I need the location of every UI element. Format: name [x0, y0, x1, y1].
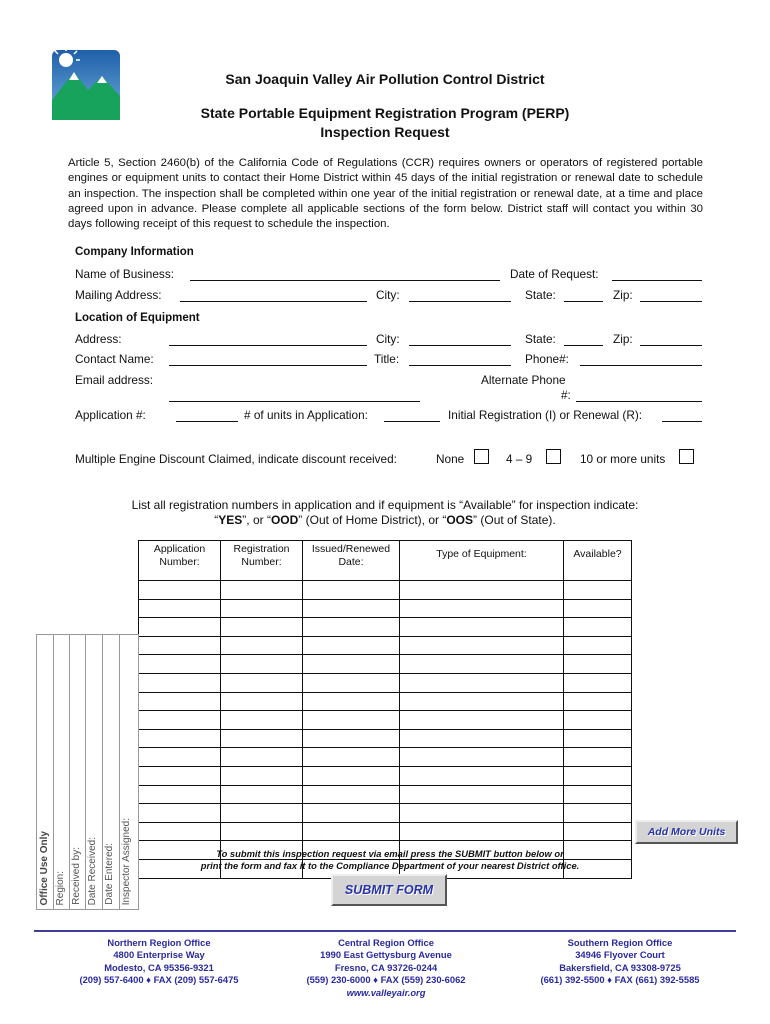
company-heading: Company Information	[75, 246, 194, 258]
email-label: Email address:	[75, 373, 154, 387]
central-office-city: Fresno, CA 93726-0244	[334, 961, 438, 973]
table-row	[139, 655, 632, 674]
company-city-field[interactable]	[409, 301, 511, 302]
office-divider	[85, 635, 86, 909]
oos-code: OOS	[446, 513, 474, 527]
ood-description: (Out of Home District), or	[305, 513, 439, 527]
southern-office-phones: (661) 392-5500 ♦ FAX (661) 392-5585	[540, 974, 700, 986]
issued-date-cell[interactable]	[303, 673, 400, 692]
registration-type-field[interactable]	[662, 421, 702, 422]
equipment-type-cell[interactable]	[400, 673, 564, 692]
registration-number-cell[interactable]	[221, 655, 303, 674]
office-divider	[69, 635, 70, 909]
discount-10plus-checkbox[interactable]	[679, 449, 694, 464]
issued-date-cell[interactable]	[303, 618, 400, 637]
registration-number-cell[interactable]	[221, 729, 303, 748]
footer-divider	[34, 930, 736, 932]
office-use-title: Office Use Only	[39, 830, 50, 905]
location-heading: Location of Equipment	[75, 312, 200, 324]
form-heading	[0, 104, 770, 142]
intro-paragraph: Article 5, Section 2460(b) of the California Code of Regulations (CCR) requires owners or operators of registered portable engines or equipment units to contact their Home District within 45 days of the initial registration or renewal date to schedule an inspection. The inspection shall be completed within one year of the initial registration or renewal date, at a time and place agreed upon in advance. Please complete all applicable sections of the form below. District staff will contact you within 30 days following receipt of this request to schedule the inspection.	[68, 157, 703, 231]
location-city-field[interactable]	[409, 345, 511, 346]
registration-number-cell[interactable]	[221, 748, 303, 767]
office-inspector: Inspector Assigned:	[121, 817, 132, 905]
northern-office-phones: (209) 557-6400 ♦ FAX (209) 557-6475	[79, 974, 239, 986]
available-cell[interactable]	[564, 692, 632, 711]
available-cell[interactable]	[564, 673, 632, 692]
office-received-by: Received by:	[71, 847, 82, 905]
company-zip-field[interactable]	[640, 301, 702, 302]
instructions-line1: List all registration numbers in application and if equipment is “Available” for inspection indicate:	[131, 498, 639, 512]
equipment-type-cell[interactable]	[400, 748, 564, 767]
application-number-cell[interactable]	[139, 785, 221, 804]
registration-number-cell[interactable]	[221, 692, 303, 711]
application-number-cell[interactable]	[139, 673, 221, 692]
southern-office-name: Southern Region Office	[567, 937, 673, 948]
table-row	[139, 711, 632, 730]
equipment-type-cell[interactable]	[400, 599, 564, 618]
application-number-cell[interactable]	[139, 618, 221, 637]
application-number-cell[interactable]	[139, 636, 221, 655]
central-office-phones: (559) 230-6000 ♦ FAX (559) 230-6062	[306, 974, 466, 986]
issued-date-cell[interactable]	[303, 785, 400, 804]
table-row	[139, 766, 632, 785]
email-field[interactable]	[169, 401, 420, 402]
add-units-button[interactable]: Add More Units	[635, 820, 738, 844]
col-equipment-type: Type of Equipment:	[400, 541, 564, 581]
office-region: Region:	[55, 870, 66, 905]
available-cell[interactable]	[564, 618, 632, 637]
phone-field[interactable]	[580, 365, 702, 366]
available-cell[interactable]	[564, 729, 632, 748]
website-link[interactable]: www.valleyair.org	[346, 986, 426, 998]
submit-note-line2: print the form and fax it to the Compliance Department of your nearest District office.	[200, 860, 580, 871]
discount-4-9-label: 4 – 9	[506, 452, 533, 466]
address-field[interactable]	[169, 345, 367, 346]
address-label: Address:	[75, 332, 122, 346]
office-date-entered: Date Entered:	[104, 843, 115, 905]
southern-office-street: 34946 Flyover Court	[575, 949, 665, 961]
available-cell[interactable]	[564, 748, 632, 767]
table-row	[139, 822, 632, 841]
application-number-field[interactable]	[176, 421, 238, 422]
issued-date-cell[interactable]	[303, 692, 400, 711]
registration-number-cell[interactable]	[221, 673, 303, 692]
registration-number-cell[interactable]	[221, 636, 303, 655]
table-row	[139, 581, 632, 600]
oos-description: (Out of State).	[480, 513, 556, 527]
units-table	[138, 540, 632, 879]
table-row	[139, 748, 632, 767]
instructions-line2: “YES”, or “OOD” (Out of Home District), or “OOS” (Out of State).	[214, 513, 556, 527]
available-cell[interactable]	[564, 655, 632, 674]
location-zip-field[interactable]	[640, 345, 702, 346]
discount-4-9-checkbox[interactable]	[546, 449, 561, 464]
available-cell[interactable]	[564, 804, 632, 823]
application-number-cell[interactable]	[139, 655, 221, 674]
units-table-body	[139, 581, 632, 879]
table-row	[139, 599, 632, 618]
agency-title: San Joaquin Valley Air Pollution Control District	[225, 71, 545, 87]
issued-date-cell[interactable]	[303, 581, 400, 600]
ood-code: OOD	[270, 513, 299, 527]
table-header-row	[139, 541, 632, 581]
northern-office-name: Northern Region Office	[107, 937, 211, 948]
equipment-type-cell[interactable]	[400, 581, 564, 600]
units-count-field[interactable]	[384, 421, 440, 422]
issued-date-cell[interactable]	[303, 822, 400, 841]
location-city-label: City:	[376, 332, 400, 346]
equipment-type-cell[interactable]	[400, 711, 564, 730]
location-state-label: State:	[525, 332, 556, 346]
application-number-cell[interactable]	[139, 599, 221, 618]
table-row	[139, 673, 632, 692]
equipment-type-cell[interactable]	[400, 636, 564, 655]
table-row	[139, 692, 632, 711]
col-issued-date: Issued/Renewed Date:	[303, 541, 400, 581]
office-divider	[53, 635, 54, 909]
equipment-type-cell[interactable]	[400, 692, 564, 711]
form-title: Inspection Request	[320, 124, 450, 140]
registration-type-label: Initial Registration (I) or Renewal (R):	[448, 408, 643, 422]
office-divider	[119, 635, 120, 909]
application-number-cell[interactable]	[139, 692, 221, 711]
equipment-type-cell[interactable]	[400, 804, 564, 823]
registration-number-cell[interactable]	[221, 804, 303, 823]
yes-code: YES	[218, 513, 243, 527]
available-cell[interactable]	[564, 822, 632, 841]
equipment-type-cell[interactable]	[400, 729, 564, 748]
business-name-label: Name of Business:	[75, 267, 175, 281]
southern-office-city: Bakersfield, CA 93308-9725	[559, 961, 681, 973]
date-request-label: Date of Request:	[510, 267, 599, 281]
table-row	[139, 804, 632, 823]
equipment-type-cell[interactable]	[400, 618, 564, 637]
central-office	[278, 937, 494, 999]
table-row	[139, 618, 632, 637]
registration-number-cell[interactable]	[221, 711, 303, 730]
submit-instructions	[140, 848, 640, 872]
application-number-cell[interactable]	[139, 748, 221, 767]
office-divider	[102, 635, 103, 909]
application-number-cell[interactable]	[139, 822, 221, 841]
available-cell[interactable]	[564, 766, 632, 785]
available-cell[interactable]	[564, 636, 632, 655]
equipment-type-cell[interactable]	[400, 766, 564, 785]
date-request-field[interactable]	[612, 280, 702, 281]
col-application-number: Application Number:	[139, 541, 221, 581]
southern-office	[516, 937, 724, 987]
contact-name-field[interactable]	[169, 365, 367, 366]
col-registration-number: Registration Number:	[221, 541, 303, 581]
contact-name-label: Contact Name:	[75, 352, 154, 366]
equipment-type-cell[interactable]	[400, 655, 564, 674]
phone-label: Phone#:	[525, 352, 569, 366]
northern-office	[54, 937, 264, 987]
mailing-address-label: Mailing Address:	[75, 288, 162, 302]
location-state-field[interactable]	[564, 345, 603, 346]
discount-10plus-label: 10 or more units	[580, 452, 666, 466]
table-row	[139, 785, 632, 804]
application-number-cell[interactable]	[139, 581, 221, 600]
company-state-field[interactable]	[564, 301, 603, 302]
table-row	[139, 636, 632, 655]
available-cell[interactable]	[564, 599, 632, 618]
issued-date-cell[interactable]	[303, 655, 400, 674]
registration-number-cell[interactable]	[221, 618, 303, 637]
table-row	[139, 729, 632, 748]
contact-title-label: Title:	[374, 352, 400, 366]
available-cell[interactable]	[564, 711, 632, 730]
registration-number-cell[interactable]	[221, 766, 303, 785]
alt-phone-label-hash: #:	[561, 388, 571, 402]
discount-label: Multiple Engine Discount Claimed, indicate discount received:	[75, 452, 397, 466]
registration-number-cell[interactable]	[221, 581, 303, 600]
equipment-type-cell[interactable]	[400, 785, 564, 804]
company-city-label: City:	[376, 288, 400, 302]
business-name-field[interactable]	[190, 280, 500, 281]
office-use-box	[36, 634, 139, 910]
application-number-cell[interactable]	[139, 804, 221, 823]
issued-date-cell[interactable]	[303, 599, 400, 618]
alt-phone-field[interactable]	[576, 401, 702, 402]
alt-phone-label: Alternate Phone	[481, 373, 566, 387]
discount-none-label: None	[436, 452, 465, 466]
location-zip-label: Zip:	[613, 332, 633, 346]
company-state-label: State:	[525, 288, 556, 302]
registration-number-cell[interactable]	[221, 599, 303, 618]
issued-date-cell[interactable]	[303, 711, 400, 730]
submit-form-button[interactable]: SUBMIT FORM	[331, 874, 447, 906]
units-count-label: # of units in Application:	[244, 408, 368, 422]
northern-office-city: Modesto, CA 95356-9321	[104, 961, 214, 973]
contact-title-field[interactable]	[409, 365, 511, 366]
submit-note-line1: To submit this inspection request via email press the SUBMIT button below or	[216, 848, 564, 859]
equipment-type-cell[interactable]	[400, 822, 564, 841]
issued-date-cell[interactable]	[303, 804, 400, 823]
program-title: State Portable Equipment Registration Program (PERP)	[200, 105, 570, 121]
issued-date-cell[interactable]	[303, 766, 400, 785]
northern-office-street: 4800 Enterprise Way	[113, 949, 205, 961]
application-number-cell[interactable]	[139, 729, 221, 748]
mailing-address-field[interactable]	[180, 301, 367, 302]
issued-date-cell[interactable]	[303, 748, 400, 767]
available-cell[interactable]	[564, 785, 632, 804]
application-number-cell[interactable]	[139, 711, 221, 730]
registration-number-cell[interactable]	[221, 822, 303, 841]
discount-none-checkbox[interactable]	[474, 449, 489, 464]
company-zip-label: Zip:	[613, 288, 633, 302]
available-cell[interactable]	[564, 581, 632, 600]
central-office-name: Central Region Office	[338, 937, 434, 948]
application-number-cell[interactable]	[139, 766, 221, 785]
application-number-label: Application #:	[75, 408, 146, 422]
office-date-received: Date Received:	[87, 836, 98, 905]
registration-number-cell[interactable]	[221, 785, 303, 804]
col-available: Available?	[564, 541, 632, 581]
central-office-street: 1990 East Gettysburg Avenue	[320, 949, 452, 961]
issued-date-cell[interactable]	[303, 729, 400, 748]
issued-date-cell[interactable]	[303, 636, 400, 655]
